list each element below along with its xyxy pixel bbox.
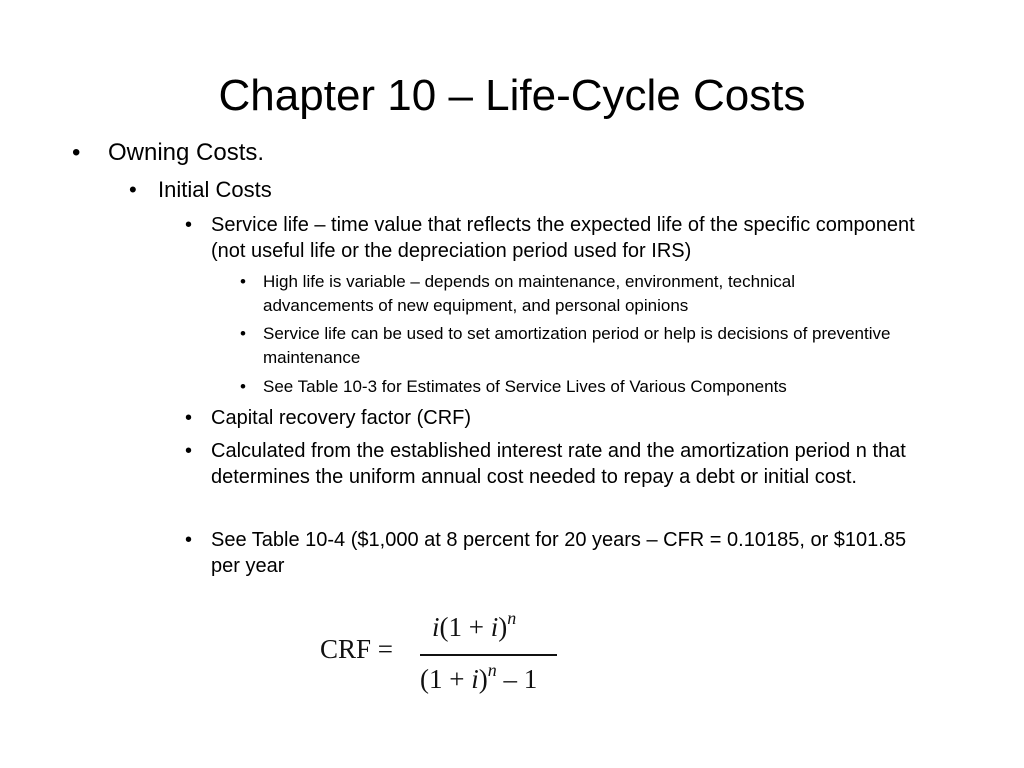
formula-paren-open: (1 + (420, 664, 472, 694)
formula-var-i: i (490, 612, 499, 642)
bullet-see-table-10-4 (185, 527, 915, 579)
bullet-text: High life is variable – depends on maintenance, environment, technical advancements of new equipment, and personal opinions (263, 272, 796, 315)
bullet-marker: • (240, 377, 246, 396)
bullet-see-table-10-3 (240, 375, 900, 399)
bullet-marker: • (185, 407, 193, 429)
bullet-high-life (240, 270, 900, 318)
bullet-text: Capital recovery factor (CRF) (211, 407, 472, 429)
fraction-bar (420, 654, 557, 656)
formula-paren-open: (1 + (439, 612, 491, 642)
formula-var-i: i (432, 612, 440, 642)
bullet-marker: • (185, 440, 193, 462)
bullet-service-life (185, 212, 915, 264)
bullet-text: See Table 10-4 ($1,000 at 8 percent for 20 years – CFR = 0.10185, or $101.85 per year (211, 529, 907, 577)
bullet-text: See Table 10-3 for Estimates of Service Lives of Various Components (263, 377, 787, 396)
bullet-text: Initial Costs (158, 177, 272, 202)
bullet-marker: • (240, 324, 246, 343)
bullet-marker: • (129, 177, 137, 202)
formula-var-i: i (471, 664, 479, 694)
formula-numerator (432, 608, 517, 643)
bullet-text: Owning Costs. (108, 139, 265, 166)
bullet-text: Service life can be used to set amortization period or help is decisions of preventive maintenance (263, 324, 891, 367)
bullet-marker: • (185, 214, 193, 236)
formula-lhs: CRF = (320, 634, 394, 664)
formula-denominator (420, 660, 538, 695)
bullet-crf-heading (185, 405, 915, 431)
bullet-initial-costs (129, 177, 272, 203)
bullet-marker: • (185, 529, 193, 551)
formula-exponent-n: n (507, 608, 517, 628)
bullet-marker: • (72, 139, 81, 166)
formula-minus-one: – 1 (496, 664, 538, 694)
formula-paren-close: ) (498, 612, 508, 642)
bullet-text: Service life – time value that reflects the expected life of the specific component (not useful life or the depreciation period used for IRS) (211, 214, 915, 262)
slide-title: Chapter 10 – Life-Cycle Costs (218, 71, 806, 120)
bullet-marker: • (240, 272, 246, 291)
formula-paren-close: ) (478, 664, 488, 694)
bullet-crf-description (185, 438, 915, 490)
formula-exponent-n: n (487, 660, 497, 680)
bullet-amortization-use (240, 322, 900, 370)
bullet-text: Calculated from the established interest rate and the amortization period n that determines the uniform annual cost needed to repay a debt or initial cost. (211, 440, 906, 488)
bullet-owning-costs (72, 138, 264, 168)
